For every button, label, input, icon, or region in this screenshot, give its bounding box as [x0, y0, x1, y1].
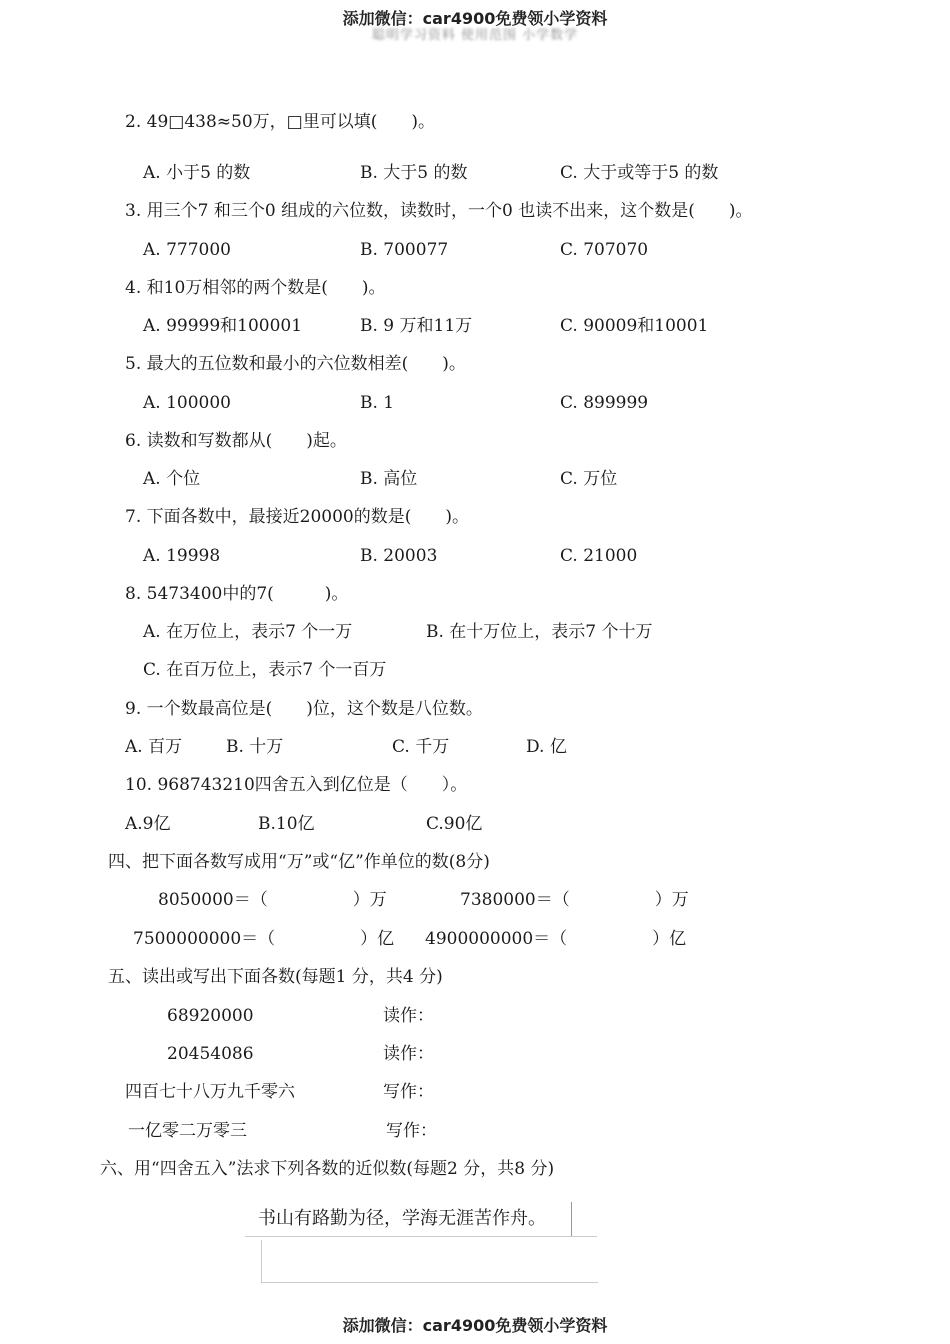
question-7-option-a: A. 19998	[143, 546, 221, 566]
question-9-option-a: A. 百万	[125, 737, 183, 757]
section-4-item-4: 4900000000＝（ ）亿	[425, 929, 687, 949]
question-2-stem: 2. 49□438≈50万，□里可以填( )。	[125, 112, 435, 132]
question-6-option-a: A. 个位	[143, 469, 201, 489]
question-4-option-b: B. 9 万和11万	[360, 316, 473, 336]
question-6-option-b: B. 高位	[360, 469, 418, 489]
question-10-option-a: A.9亿	[125, 814, 171, 834]
question-4-option-a: A. 99999和100001	[143, 316, 303, 336]
question-6-stem: 6. 读数和写数都从( )起。	[125, 431, 347, 451]
question-7-option-b: B. 20003	[360, 546, 438, 566]
question-3-option-c: C. 707070	[560, 240, 649, 260]
question-8-stem: 8. 5473400中的7( )。	[125, 584, 349, 604]
ghost-header-line: 聪明学习资料 使用范围 小学数学	[371, 28, 579, 43]
question-10-option-c: C.90亿	[426, 814, 483, 834]
section-5-read-label-1: 读作：	[383, 1006, 434, 1026]
section-5-words-1: 四百七十八万九千零六	[125, 1082, 295, 1102]
question-5-option-b: B. 1	[360, 393, 395, 413]
question-7-option-c: C. 21000	[560, 546, 638, 566]
question-2-option-c: C. 大于或等于5 的数	[560, 163, 719, 183]
question-2-option-a: A. 小于5 的数	[143, 163, 251, 183]
section-6-title: 六、用“四舍五入”法求下列各数的近似数(每题2 分，共8 分)	[100, 1159, 555, 1179]
question-9-stem: 9. 一个数最高位是( )位，这个数是八位数。	[125, 699, 483, 719]
section-4-item-1: 8050000＝（ ）万	[158, 890, 387, 910]
section-5-title: 五、读出或写出下面各数(每题1 分，共4 分)	[108, 967, 443, 987]
question-9-option-c: C. 千万	[392, 737, 450, 757]
question-7-stem: 7. 下面各数中，最接近20000的数是( )。	[125, 507, 469, 527]
question-9-option-b: B. 十万	[226, 737, 284, 757]
section-4-title: 四、把下面各数写成用“万”或“亿”作单位的数(8分)	[108, 852, 490, 872]
question-8-option-a: A. 在万位上，表示7 个一万	[143, 622, 353, 642]
section-5-number-2: 20454086	[167, 1044, 254, 1064]
question-5-stem: 5. 最大的五位数和最小的六位数相差( )。	[125, 354, 466, 374]
question-4-stem: 4. 和10万相邻的两个数是( )。	[125, 278, 386, 298]
divider-line	[245, 1236, 597, 1237]
question-10-stem: 10. 968743210四舍五入到亿位是（ ）。	[125, 775, 468, 795]
question-4-option-c: C. 90009和10001	[560, 316, 709, 336]
section-5-write-label-1: 写作：	[383, 1082, 434, 1102]
question-3-stem: 3. 用三个7 和三个0 组成的六位数，读数时，一个0 也读不出来，这个数是( )。	[125, 201, 753, 221]
question-2-option-b: B. 大于5 的数	[360, 163, 468, 183]
header-watermark: 添加微信：car4900免费领小学资料	[342, 9, 608, 28]
question-5-option-c: C. 899999	[560, 393, 649, 413]
question-3-option-b: B. 700077	[360, 240, 449, 260]
question-8-option-c: C. 在百万位上，表示7 个一百万	[143, 660, 387, 680]
question-8-option-b: B. 在十万位上，表示7 个十万	[426, 622, 653, 642]
question-3-option-a: A. 777000	[143, 240, 231, 260]
question-9-option-d: D. 亿	[526, 737, 567, 757]
section-5-read-label-2: 读作：	[383, 1044, 434, 1064]
question-6-option-c: C. 万位	[560, 469, 618, 489]
section-5-words-2: 一亿零二万零三	[128, 1121, 247, 1141]
question-5-option-a: A. 100000	[143, 393, 231, 413]
question-10-option-b: B.10亿	[258, 814, 315, 834]
footer-watermark: 添加微信：car4900免费领小学资料	[342, 1316, 608, 1335]
motto-text: 书山有路勤为径，学海无涯苦作舟。	[258, 1208, 546, 1229]
section-4-item-3: 7500000000＝（ ）亿	[133, 929, 395, 949]
section-4-item-2: 7380000＝（ ）万	[460, 890, 689, 910]
section-5-write-label-2: 写作：	[386, 1121, 437, 1141]
section-5-number-1: 68920000	[167, 1006, 254, 1026]
answer-area-frame	[261, 1240, 598, 1283]
